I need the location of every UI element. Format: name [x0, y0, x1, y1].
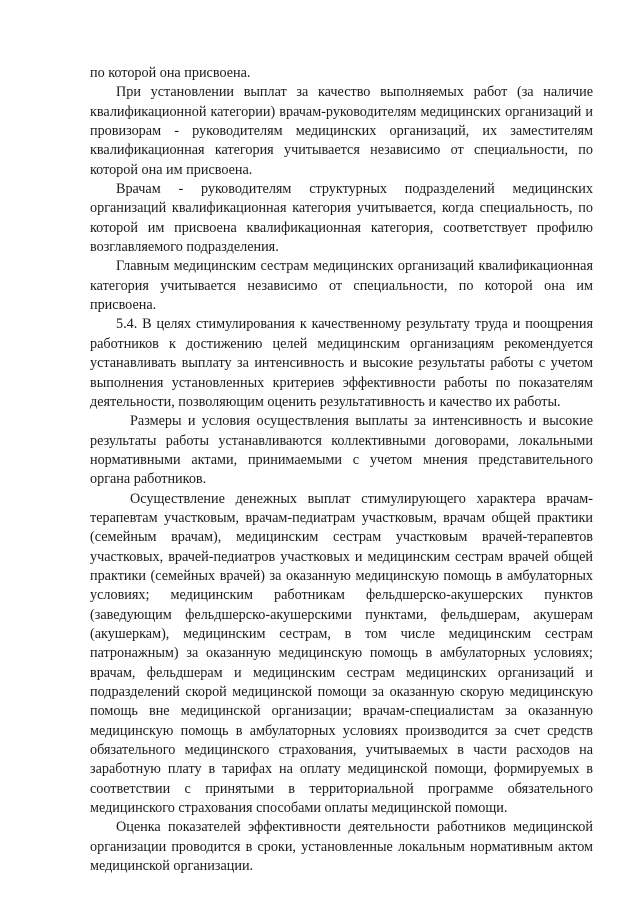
scan-speck — [58, 872, 61, 875]
paragraph-payment-conditions: Размеры и условия осуществления выплаты за интенсивность и высокие результаты работы устанавливаются коллективными договорами, локальными нормативными актами, принимаемыми с учетом мнения представительного органа работников. — [90, 413, 593, 488]
paragraph-section-5-4: 5.4. В целях стимулирования к качественному результату труда и поощрения работников к достижению целей медицинским организациям рекомендуется устанавливать выплату за интенсивность и высокие результаты работы с учетом выполнения установленных критериев эффективности работы по показателям деятельности, позволяющим оценить результативность и качество их работы. — [90, 316, 593, 410]
document-body — [90, 64, 593, 876]
paragraph-qualification-head-nurses: Главным медицинским сестрам медицинских организаций квалификационная категория учитывается независимо от специальности, по которой она им присвоена. — [90, 258, 593, 314]
paragraph-qualification-department-heads: Врачам - руководителям структурных подразделений медицинских организаций квалификационная категория учитывается, когда специальность, по которой им присвоена квалификационная категория, соответствует профилю возглавляемого подразделения. — [90, 181, 593, 256]
paragraph-performance-evaluation: Оценка показателей эффективности деятельности работников медицинской организации проводится в сроки, установленные локальным нормативным актом медицинской организации. — [90, 819, 593, 875]
paragraph-qualification-heads: При установлении выплат за качество выполняемых работ (за наличие квалификационной категории) врачам-руководителям медицинских организаций и провизорам - руководителям медицинских организаций, их заместителям квалификационная категория учитывается независимо от специальности, по которой она им присвоена. — [90, 84, 593, 178]
paragraph-incentive-payments: Осуществление денежных выплат стимулирующего характера врачам-терапевтам участковым, врачам-педиатрам участковым, врачам общей практики (семейным врачам), медицинским сестрам участковым врачей-терапевтов участковых, врачей-педиатров участковых и медицинским сестрам врачей общей практики (семейных врачей) за оказанную медицинскую помощь в амбулаторных условиях; медицинским работникам фельдшерско-акушерских пунктов (заведующим фельдшерско-акушерскими пунктами, фельдшерам, акушерам (акушеркам), медицинским сестрам, в том числе медицинским сестрам патронажным) за оказанную медицинскую помощь в амбулаторных условиях; врачам, фельдшерам и медицинским сестрам медицинских организаций и подразделений скорой медицинской помощи за оказанную скорую медицинскую помощь вне медицинской организации; врачам-специалистам за оказанную медицинскую помощь в амбулаторных условиях производится за счет средств обязательного медицинского страхования, учитываемых в части расходов на заработную плату в тарифах на оплату медицинской помощи, формируемых в соответствии с принятыми в территориальной программе обязательного медицинского страхования способами оплаты медицинской помощи. — [90, 490, 593, 817]
paragraph-continuation: по которой она присвоена. — [90, 65, 251, 81]
